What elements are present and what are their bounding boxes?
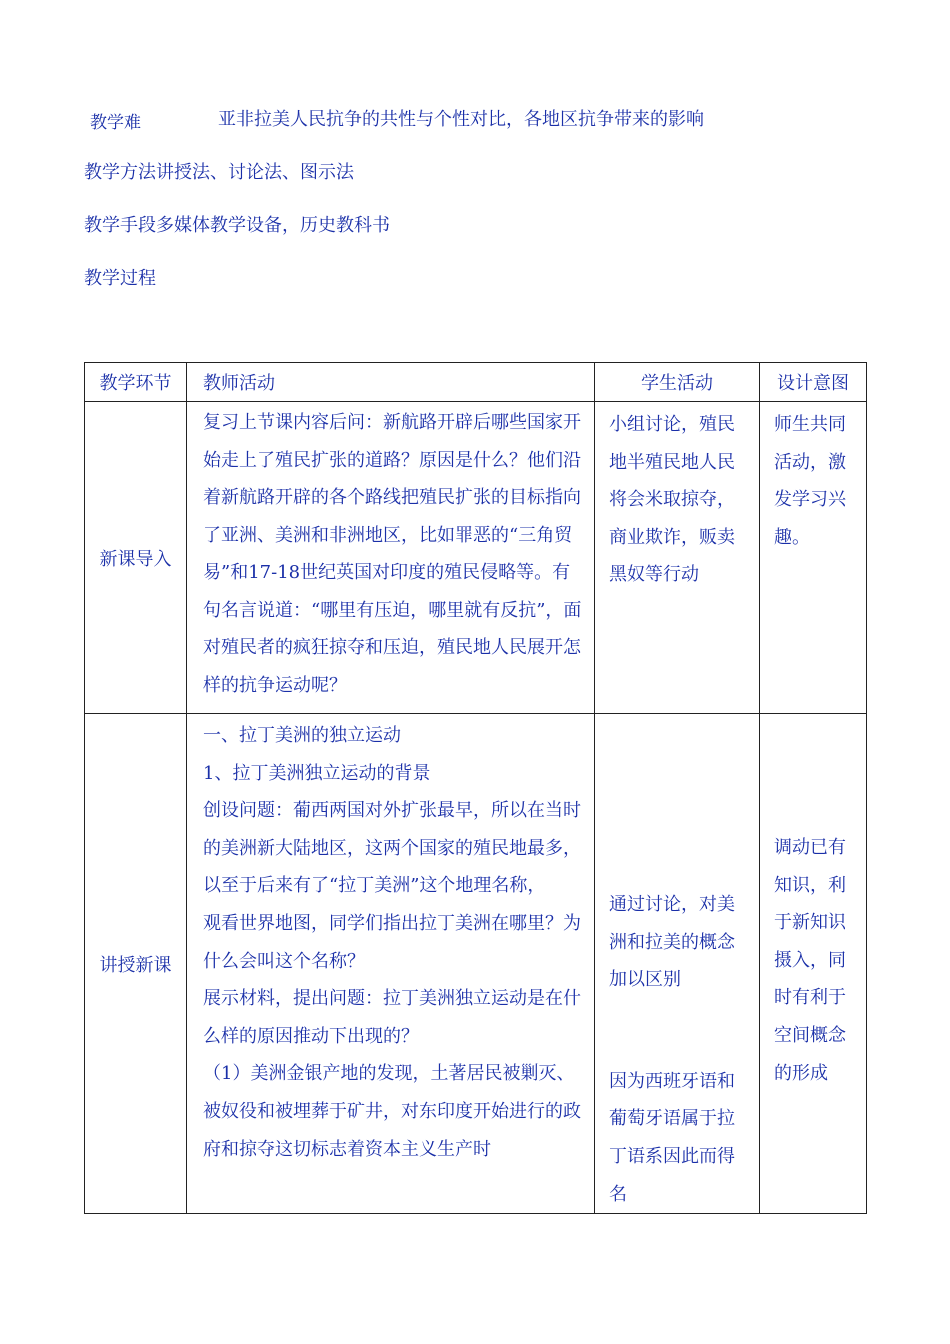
table-row <box>85 714 867 1214</box>
teacher-paragraph: 创设问题：葡西两国对外扩张最早，所以在当时的美洲新大陆地区，这两个国家的殖民地最多，以至于后来有了“拉丁美洲”这个地理名称， <box>203 800 581 897</box>
teacher-paragraph: 复习上节课内容后问：新航路开辟后哪些国家开始走上了殖民扩张的道路？原因是什么？他们沿着新航路开辟的各个路线把殖民扩张的目标指向了亚洲、美洲和非洲地区，比如罪恶的“三角贸易”和17-18世纪英国对印度的殖民侵略等。有句名言说道：“哪里有压迫，哪里就有反抗”，面对殖民者的疯狂掠夺和压迫，殖民地人民展开怎样的抗争运动呢？ <box>203 412 582 696</box>
teaching-means: 教学手段多媒体教学设备，历史教科书 <box>84 215 390 236</box>
teacher-activity-cell <box>187 714 595 1214</box>
teacher-paragraph: 一、拉丁美洲的独立运动 <box>203 725 401 746</box>
teacher-paragraph: 1、拉丁美洲独立运动的背景 <box>203 762 431 784</box>
design-intent-cell <box>760 714 867 1214</box>
intent-paragraph: 师生共同活动，激发学习兴趣。 <box>774 414 846 548</box>
teacher-paragraph: 展示材料，提出问题：拉丁美洲独立运动是在什么样的原因推动下出现的？ <box>203 988 581 1047</box>
student-activity-cell <box>595 714 760 1214</box>
teaching-method: 教学方法讲授法、讨论法、图示法 <box>84 162 354 183</box>
student-paragraph: 通过讨论，对美洲和拉美的概念加以区别 <box>609 894 735 991</box>
student-paragraph: 因为西班牙语和葡萄牙语属于拉丁语系因此而得名 <box>609 1070 735 1205</box>
teaching-process-heading: 教学过程 <box>84 268 156 289</box>
stage-cell: 新课导入 <box>85 402 187 714</box>
table-row <box>85 402 867 714</box>
table-header-row <box>85 363 867 402</box>
intent-paragraph: 调动已有知识，利于新知识摄入，同时有利于空间概念的形成 <box>774 837 846 1084</box>
header-cell-stage: 教学环节 <box>85 363 187 402</box>
teacher-paragraph: （1）美洲金银产地的发现，土著居民被剿灭、被奴役和被埋葬于矿井，对东印度开始进行的政府和掠夺这切标志着资本主义生产时 <box>203 1063 581 1160</box>
student-paragraph: 小组讨论，殖民地半殖民地人民将会米取掠夺，商业欺诈，贩卖黑奴等行动 <box>609 414 735 585</box>
lesson-plan-table <box>84 362 867 1214</box>
difficulty-label: 教学难 <box>90 113 141 133</box>
teacher-activity-cell <box>187 402 595 714</box>
header-cell-student: 学生活动 <box>595 363 760 402</box>
header-cell-intent: 设计意图 <box>760 363 867 402</box>
difficulty-label-clipped <box>90 104 170 133</box>
difficulty-text: 亚非拉美人民抗争的共性与个性对比，各地区抗争带来的影响 <box>218 109 704 130</box>
design-intent-cell <box>760 402 867 714</box>
student-activity-cell <box>595 402 760 714</box>
stage-cell: 讲授新课 <box>85 714 187 1214</box>
header-cell-teacher: 教师活动 <box>187 363 595 402</box>
teacher-paragraph: 观看世界地图，同学们指出拉丁美洲在哪里？为什么会叫这个名称？ <box>203 912 581 972</box>
